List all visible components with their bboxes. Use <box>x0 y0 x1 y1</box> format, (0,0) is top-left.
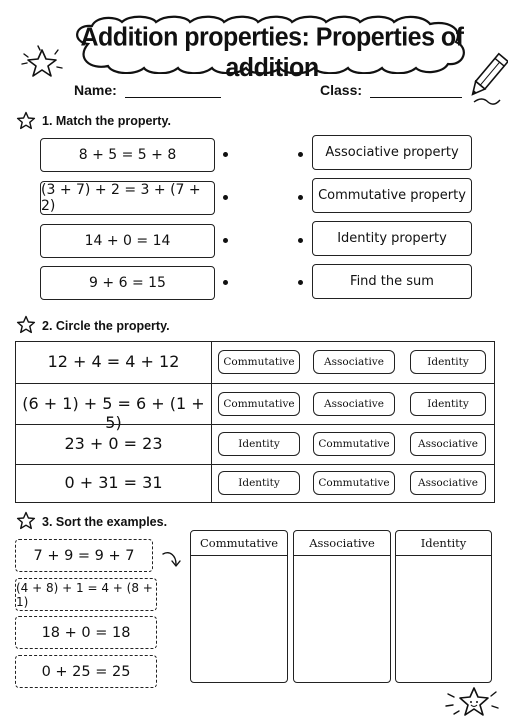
star-icon <box>16 111 36 131</box>
curved-arrow-icon <box>160 548 186 574</box>
name-line <box>125 83 221 98</box>
sort-column-header: Associative <box>294 531 390 556</box>
sort-example-1[interactable]: 7 + 9 = 9 + 7 <box>15 539 153 572</box>
match-dot-right[interactable] <box>298 195 303 200</box>
option-identity[interactable]: Identity <box>410 350 486 374</box>
sort-column-identity[interactable] <box>395 530 492 683</box>
section-2-heading: 2. Circle the property. <box>42 319 170 333</box>
option-commutative[interactable]: Commutative <box>218 350 300 374</box>
table-row <box>16 342 494 383</box>
sort-column-header: Identity <box>396 531 491 556</box>
circle-property-table <box>15 341 495 503</box>
option-associative[interactable]: Associative <box>410 432 486 456</box>
option-identity[interactable]: Identity <box>410 392 486 416</box>
star-icon <box>16 315 36 335</box>
class-line <box>370 83 462 98</box>
name-field[interactable] <box>74 82 221 98</box>
sort-example-2[interactable]: (4 + 8) + 1 = 4 + (8 + 1) <box>15 578 157 611</box>
match-dot-left[interactable] <box>223 280 228 285</box>
option-commutative[interactable]: Commutative <box>313 432 395 456</box>
pencil-icon <box>468 50 508 106</box>
option-associative[interactable]: Associative <box>410 471 486 495</box>
match-dot-left[interactable] <box>223 195 228 200</box>
option-associative[interactable]: Associative <box>313 350 395 374</box>
class-field[interactable] <box>320 82 462 98</box>
circle-equation-4: 0 + 31 = 31 <box>64 473 163 492</box>
star-icon <box>16 511 36 531</box>
match-dot-right[interactable] <box>298 280 303 285</box>
match-equation-3[interactable]: 14 + 0 = 14 <box>40 224 215 258</box>
smiling-star-icon <box>440 684 504 722</box>
match-property-1[interactable]: Associative property <box>312 135 472 170</box>
match-property-3[interactable]: Identity property <box>312 221 472 256</box>
circle-equation-2: (6 + 1) + 5 = 6 + (1 + 5) <box>22 394 205 432</box>
match-equation-1[interactable]: 8 + 5 = 5 + 8 <box>40 138 215 172</box>
sort-column-associative[interactable] <box>293 530 391 683</box>
table-row <box>16 383 494 432</box>
match-property-4[interactable]: Find the sum <box>312 264 472 299</box>
match-dot-right[interactable] <box>298 238 303 243</box>
option-commutative[interactable]: Commutative <box>313 471 395 495</box>
sort-column-header: Commutative <box>191 531 287 556</box>
match-property-2[interactable]: Commutative property <box>312 178 472 213</box>
name-label: Name: <box>74 82 117 98</box>
circle-equation-3: 23 + 0 = 23 <box>64 434 163 453</box>
option-commutative[interactable]: Commutative <box>218 392 300 416</box>
match-dot-left[interactable] <box>223 238 228 243</box>
class-label: Class: <box>320 82 363 98</box>
table-row <box>16 424 494 464</box>
option-associative[interactable]: Associative <box>313 392 395 416</box>
page-title: Addition properties: Properties of addition <box>80 22 464 83</box>
match-dot-right[interactable] <box>298 152 303 157</box>
sort-example-4[interactable]: 0 + 25 = 25 <box>15 655 157 688</box>
section-3-heading: 3. Sort the examples. <box>42 515 168 529</box>
sort-column-commutative[interactable] <box>190 530 288 683</box>
table-row <box>16 464 494 502</box>
match-equation-2[interactable]: (3 + 7) + 2 = 3 + (7 + 2) <box>40 181 215 215</box>
match-dot-left[interactable] <box>223 152 228 157</box>
section-1-heading: 1. Match the property. <box>42 114 171 128</box>
option-identity[interactable]: Identity <box>218 471 300 495</box>
match-equation-4[interactable]: 9 + 6 = 15 <box>40 266 215 300</box>
sparkle-star-icon <box>18 42 68 82</box>
option-identity[interactable]: Identity <box>218 432 300 456</box>
circle-equation-1: 12 + 4 = 4 + 12 <box>47 352 180 371</box>
sort-example-3[interactable]: 18 + 0 = 18 <box>15 616 157 649</box>
